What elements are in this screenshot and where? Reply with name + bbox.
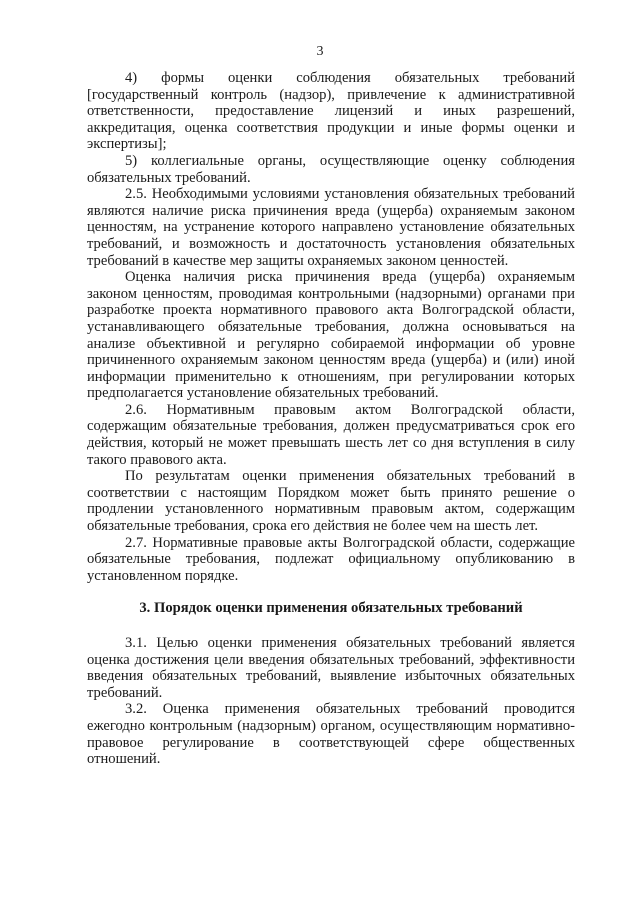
paragraph-risk-assessment: Оценка наличия риска причинения вреда (ущерба) охраняемым законом ценностям, проводимая контрольными (надзорными) органами при разработке проекта нормативного правового акта Волгоградской области, устанавливающего обязательные требования, должна основываться на анализе объективной и регулярно собираемой информации об уровне причиненного охраняемым законом ценностям вреда (ущерба) и (или) иной информации применительно к отношениям, при регулировании которых предполагается установление обязательных требований. — [87, 269, 575, 402]
page-number: 3 — [316, 44, 324, 59]
paragraph-3-1: 3.1. Целью оценки применения обязательных требований является оценка достижения цели введения обязательных требований, эффективности введения обязательных требований, выявление избыточных обязательных требований. — [87, 635, 575, 701]
paragraph-2-7: 2.7. Нормативные правовые акты Волгоградской области, содержащие обязательные требования, подлежат официальному опубликованию в установленном порядке. — [87, 534, 575, 584]
paragraph-2-5: 2.5. Необходимыми условиями установления обязательных требований являются наличие риска причинения вреда (ущерба) охраняемым законом ценностям, на устранение которого направлено установление обязательных требований, и возможность и достаточность установления обязательных требований в качестве мер защиты охраняемых законом ценностей. — [87, 186, 575, 269]
paragraph-2-6: 2.6. Нормативным правовым актом Волгоградской области, содержащим обязательные требования, должен предусматриваться срок его действия, который не может превышать шесть лет со дня вступления в силу такого правового акта. — [87, 401, 575, 468]
section-heading: 3. Порядок оценки применения обязательных требований — [139, 600, 523, 617]
paragraph-extension: По результатам оценки применения обязательных требований в соответствии с настоящим Порядком может быть принято решение о продлении установленного нормативным правовым актом, содержащим обязательные требования, срока его действия не более чем на шесть лет. — [87, 468, 575, 535]
paragraph-item-4-forms: 4) формы оценки соблюдения обязательных требований [государственный контроль (надзор), привлечение к административной ответственности, предоставление лицензий и иных разрешений, аккредитация, оценка соответствия продукции и иные формы оценки и экспертизы]; — [87, 70, 575, 153]
paragraph-3-2: 3.2. Оценка применения обязательных требований проводится ежегодно контрольным (надзорным) органом, осуществляющим нормативно-правовое регулирование в соответствующей сфере общественных отношений. — [87, 701, 575, 768]
document-body — [87, 70, 575, 768]
paragraph-item-5-collegial-bodies: 5) коллегиальные органы, осуществляющие оценку соблюдения обязательных требований. — [87, 152, 575, 186]
